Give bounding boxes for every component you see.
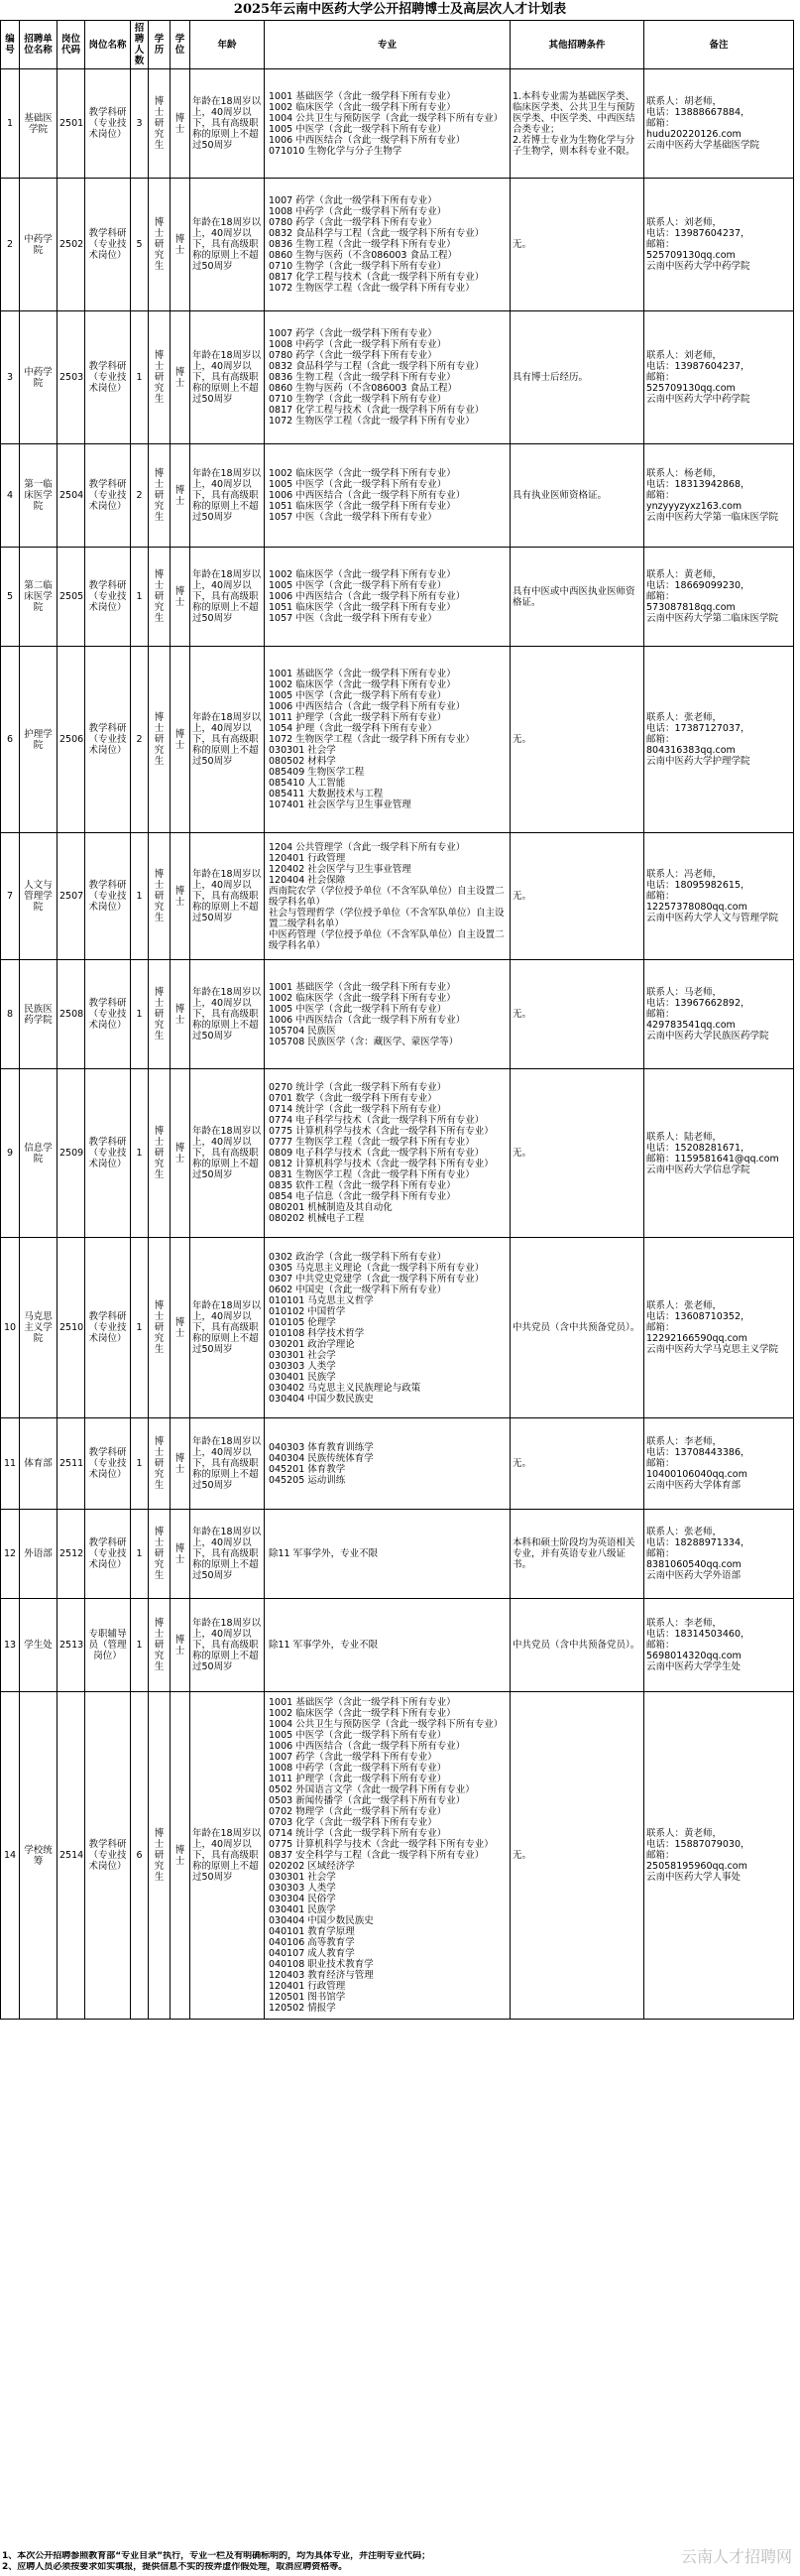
cell-no: 4: [1, 444, 20, 548]
cell-code: 2510: [57, 1238, 85, 1418]
cell-code: 2513: [57, 1599, 85, 1692]
table-row: [1, 179, 794, 311]
cell-degree: 博士: [171, 1692, 190, 2020]
cell-remark: 联系人：李老师， 电话：18314503460， 邮箱： 5698014320qq.com 云南中医药大学学生处: [644, 1599, 794, 1692]
cell-edu: 博士研究生: [149, 1238, 171, 1418]
cell-age: 年龄在18周岁以上，40周岁以下，具有高级职称的原则上不超过50周岁: [190, 833, 265, 960]
cell-other: 中共党员（含中共预备党员）。: [511, 1599, 644, 1692]
cell-code: 2507: [57, 833, 85, 960]
cell-unit: 基础医学院: [20, 69, 57, 179]
cell-post: 教学科研（专业技术岗位）: [85, 311, 131, 444]
cell-other: 1.本科专业需为基础医学类、临床医学类、公共卫生与预防医学类、中医学类、中西医结合类专业； 2.若博士专业为生物化学与分子生物学，则本科专业不限。: [511, 69, 644, 179]
cell-no: 8: [1, 960, 20, 1069]
cell-unit: 中药学院: [20, 179, 57, 311]
cell-major: 040303 体育教育训练学 040304 民族传统体育学 045201 体育教学 045205 运动训练: [265, 1418, 511, 1510]
cell-unit: 第二临床医学院: [20, 548, 57, 647]
cell-degree: 博士: [171, 179, 190, 311]
cell-major: 0302 政治学（含此一级学科下所有专业） 0305 马克思主义理论（含此一级学科下所有专业） 0307 中共党史党建学（含此一级学科下所有专业） 0602 中国史（含此一级学科下所有专业） 010101 马克思主义哲学 010102 中国哲学 010105 伦理学 010108 科学技术哲学 030201 政治学理论 030301 社会学 030303 人类学 030401 民族学 030402 马克思主义民族理论与政策 030404 中国少数民族史: [265, 1238, 511, 1418]
table-row: [1, 444, 794, 548]
table-header-row: [1, 21, 794, 69]
cell-other: 无。: [511, 1069, 644, 1238]
table-row: [1, 1692, 794, 2020]
cell-count: 1: [131, 1418, 149, 1510]
cell-unit: 中药学院: [20, 311, 57, 444]
cell-edu: 博士研究生: [149, 548, 171, 647]
cell-no: 7: [1, 833, 20, 960]
header-degree: 学位: [171, 21, 190, 69]
cell-major: 除11 军事学外，专业不限: [265, 1510, 511, 1599]
cell-other: 中共党员（含中共预备党员）。: [511, 1238, 644, 1418]
cell-count: 3: [131, 69, 149, 179]
cell-unit: 马克思主义学院: [20, 1238, 57, 1418]
table-row: [1, 960, 794, 1069]
cell-count: 2: [131, 647, 149, 833]
table-row: [1, 833, 794, 960]
cell-code: 2502: [57, 179, 85, 311]
cell-count: 1: [131, 833, 149, 960]
table-row: [1, 311, 794, 444]
cell-code: 2501: [57, 69, 85, 179]
cell-post: 教学科研（专业技术岗位）: [85, 960, 131, 1069]
cell-no: 5: [1, 548, 20, 647]
cell-code: 2508: [57, 960, 85, 1069]
cell-edu: 博士研究生: [149, 960, 171, 1069]
cell-no: 11: [1, 1418, 20, 1510]
cell-age: 年龄在18周岁以上，40周岁以下，具有高级职称的原则上不超过50周岁: [190, 311, 265, 444]
cell-count: 1: [131, 1599, 149, 1692]
cell-no: 12: [1, 1510, 20, 1599]
cell-major: 1001 基础医学（含此一级学科下所有专业） 1002 临床医学（含此一级学科下所有专业） 1005 中医学（含此一级学科下所有专业） 1006 中西医结合（含此一级学科下所有专业） 105704 民族医 105708 民族医学（含：藏医学、蒙医学等）: [265, 960, 511, 1069]
cell-no: 1: [1, 69, 20, 179]
cell-degree: 博士: [171, 960, 190, 1069]
cell-degree: 博士: [171, 1069, 190, 1238]
cell-no: 13: [1, 1599, 20, 1692]
cell-edu: 博士研究生: [149, 833, 171, 960]
cell-count: 1: [131, 960, 149, 1069]
cell-age: 年龄在18周岁以上，40周岁以下，具有高级职称的原则上不超过50周岁: [190, 179, 265, 311]
cell-remark: 联系人：黄老师， 电话：15887079030， 邮箱： 25058195960qq.com 云南中医药大学人事处: [644, 1692, 794, 2020]
cell-degree: 博士: [171, 1599, 190, 1692]
cell-age: 年龄在18周岁以上，40周岁以下，具有高级职称的原则上不超过50周岁: [190, 1510, 265, 1599]
cell-unit: 护理学院: [20, 647, 57, 833]
cell-edu: 博士研究生: [149, 444, 171, 548]
cell-edu: 博士研究生: [149, 1069, 171, 1238]
cell-major: 1002 临床医学（含此一级学科下所有专业） 1005 中医学（含此一级学科下所有专业） 1006 中西医结合（含此一级学科下所有专业） 1051 临床医学（含此一级学科下所有专业） 1057 中医（含此一级学科下所有专业）: [265, 444, 511, 548]
cell-code: 2505: [57, 548, 85, 647]
cell-major: 除11 军事学外，专业不限: [265, 1599, 511, 1692]
cell-count: 1: [131, 1510, 149, 1599]
table-row: [1, 1510, 794, 1599]
cell-degree: 博士: [171, 548, 190, 647]
cell-remark: 联系人：陆老师， 电话：15208281671， 邮箱：1159581641@qq.com 云南中医药大学信息学院: [644, 1069, 794, 1238]
cell-remark: 联系人：马老师， 电话：13967662892， 邮箱： 429783541qq.com 云南中医药大学民族医药学院: [644, 960, 794, 1069]
cell-age: 年龄在18周岁以上，40周岁以下，具有高级职称的原则上不超过50周岁: [190, 1599, 265, 1692]
cell-code: 2504: [57, 444, 85, 548]
cell-age: 年龄在18周岁以上，40周岁以下，具有高级职称的原则上不超过50周岁: [190, 548, 265, 647]
cell-post: 教学科研（专业技术岗位）: [85, 444, 131, 548]
cell-post: 教学科研（专业技术岗位）: [85, 69, 131, 179]
header-remark: 备注: [644, 21, 794, 69]
cell-unit: 学生处: [20, 1599, 57, 1692]
cell-other: 无。: [511, 1692, 644, 2020]
cell-edu: 博士研究生: [149, 1418, 171, 1510]
cell-degree: 博士: [171, 833, 190, 960]
cell-no: 3: [1, 311, 20, 444]
cell-edu: 博士研究生: [149, 1510, 171, 1599]
watermark: 云南人才招聘网: [680, 2547, 792, 2566]
cell-post: 教学科研（专业技术岗位）: [85, 1418, 131, 1510]
cell-unit: 外语部: [20, 1510, 57, 1599]
cell-major: 0270 统计学（含此一级学科下所有专业） 0701 数学（含此一级学科下所有专业） 0714 统计学（含此一级学科下所有专业） 0774 电子科学与技术（含此一级学科下所有专业） 0775 计算机科学与技术（含此一级学科下所有专业） 0777 生物医学工程（含此一级学科下所有专业） 0809 电子科学与技术（含此一级学科下所有专业） 0812 计算机科学与技术（含此一级学科下所有专业） 0831 生物医学工程（含此一级学科下所有专业） 0835 软件工程（含此一级学科下所有专业） 0854 电子信息（含此一级学科下所有专业） 080201 机械制造及其自动化 080202 机械电子工程: [265, 1069, 511, 1238]
cell-post: 教学科研（专业技术岗位）: [85, 833, 131, 960]
cell-no: 2: [1, 179, 20, 311]
cell-remark: 联系人：李老师， 电话：13708443386， 邮箱： 10400106040qq.com 云南中医药大学体育部: [644, 1418, 794, 1510]
table-row: [1, 548, 794, 647]
cell-degree: 博士: [171, 69, 190, 179]
cell-degree: 博士: [171, 1238, 190, 1418]
cell-degree: 博士: [171, 311, 190, 444]
header-post: 岗位名称: [85, 21, 131, 69]
cell-no: 9: [1, 1069, 20, 1238]
cell-code: 2506: [57, 647, 85, 833]
table-row: [1, 1418, 794, 1510]
cell-other: 无。: [511, 1418, 644, 1510]
table-row: [1, 69, 794, 179]
cell-edu: 博士研究生: [149, 69, 171, 179]
cell-edu: 博士研究生: [149, 1599, 171, 1692]
cell-other: 无。: [511, 179, 644, 311]
cell-major: 1001 基础医学（含此一级学科下所有专业） 1002 临床医学（含此一级学科下所有专业） 1004 公共卫生与预防医学（含此一级学科下所有专业） 1005 中医学（含此一级学科下所有专业） 1006 中西医结合（含此一级学科下所有专业） 071010 生物化学与分子生物学: [265, 69, 511, 179]
cell-remark: 联系人：刘老师， 电话：13987604237， 邮箱： 525709130qq.com 云南中医药大学中药学院: [644, 179, 794, 311]
cell-edu: 博士研究生: [149, 1692, 171, 2020]
cell-post: 专职辅导员（管理岗位）: [85, 1599, 131, 1692]
cell-unit: 学校统筹: [20, 1692, 57, 2020]
cell-post: 教学科研（专业技术岗位）: [85, 1510, 131, 1599]
cell-age: 年龄在18周岁以上，40周岁以下，具有高级职称的原则上不超过50周岁: [190, 960, 265, 1069]
cell-age: 年龄在18周岁以上，40周岁以下，具有高级职称的原则上不超过50周岁: [190, 69, 265, 179]
cell-other: 无。: [511, 960, 644, 1069]
header-count: 招聘人数: [131, 21, 149, 69]
cell-count: 5: [131, 179, 149, 311]
cell-remark: 联系人：刘老师， 电话：13987604237， 邮箱： 525709130qq.com 云南中医药大学中药学院: [644, 311, 794, 444]
header-other: 其他招聘条件: [511, 21, 644, 69]
cell-count: 1: [131, 311, 149, 444]
cell-remark: 联系人：冯老师， 电话：18095982615， 邮箱： 12257378080qq.com 云南中医药大学人文与管理学院: [644, 833, 794, 960]
cell-degree: 博士: [171, 647, 190, 833]
cell-other: 本科和硕士阶段均为英语相关专业，并有英语专业八级证书。: [511, 1510, 644, 1599]
cell-post: 教学科研（专业技术岗位）: [85, 1069, 131, 1238]
cell-code: 2511: [57, 1418, 85, 1510]
cell-age: 年龄在18周岁以上，40周岁以下，具有高级职称的原则上不超过50周岁: [190, 444, 265, 548]
cell-remark: 联系人：胡老师， 电话：13888667884， 邮箱： hudu20220126.com 云南中医药大学基础医学院: [644, 69, 794, 179]
cell-post: 教学科研（专业技术岗位）: [85, 647, 131, 833]
cell-remark: 联系人：张老师， 电话：13608710352， 邮箱： 12292166590qq.com 云南中医药大学马克思主义学院: [644, 1238, 794, 1418]
cell-other: 无。: [511, 833, 644, 960]
cell-unit: 信息学院: [20, 1069, 57, 1238]
cell-edu: 博士研究生: [149, 311, 171, 444]
cell-age: 年龄在18周岁以上，40周岁以下，具有高级职称的原则上不超过50周岁: [190, 1692, 265, 2020]
cell-code: 2514: [57, 1692, 85, 2020]
cell-remark: 联系人：张老师， 电话：18288971334， 邮箱： 8381060540qq.com 云南中医药大学外语部: [644, 1510, 794, 1599]
cell-count: 1: [131, 1238, 149, 1418]
cell-no: 10: [1, 1238, 20, 1418]
cell-remark: 联系人：张老师， 电话：17387127037， 邮箱： 804316383qq.com 云南中医药大学护理学院: [644, 647, 794, 833]
cell-major: 1204 公共管理学（含此一级学科下所有专业） 120401 行政管理 120402 社会医学与卫生事业管理 120404 社会保障 西南院农学（学位授予单位（不含军队单位）自主设置二级学科名单） 社会与管理哲学（学位授予单位（不含军队单位）自主设置二级学科名单） 中医药管理（学位授予单位（不含军队单位）自主设置二级学科名单）: [265, 833, 511, 960]
table-row: [1, 1069, 794, 1238]
cell-age: 年龄在18周岁以上，40周岁以下，具有高级职称的原则上不超过50周岁: [190, 1238, 265, 1418]
cell-post: 教学科研（专业技术岗位）: [85, 1692, 131, 2020]
cell-major: 1007 药学（含此一级学科下所有专业） 1008 中药学（含此一级学科下所有专业） 0780 药学（含此一级学科下所有专业） 0832 食品科学与工程（含此一级学科下所有专业） 0836 生物工程（含此一级学科下所有专业） 0860 生物与医药（不含086003 食品工程） 0710 生物学（含此一级学科下所有专业） 0817 化学工程与技术（含此一级学科下所有专业） 1072 生物医学工程（含此一级学科下所有专业）: [265, 179, 511, 311]
header-unit: 招聘单位名称: [20, 21, 57, 69]
cell-count: 1: [131, 548, 149, 647]
cell-no: 14: [1, 1692, 20, 2020]
cell-remark: 联系人：杨老师， 电话：18313942868， 邮箱： ynzyyyzyxz163.com 云南中医药大学第一临床医学院: [644, 444, 794, 548]
cell-count: 6: [131, 1692, 149, 2020]
cell-edu: 博士研究生: [149, 179, 171, 311]
header-code: 岗位代码: [57, 21, 85, 69]
cell-other: 具有博士后经历。: [511, 311, 644, 444]
footnote-2: 2、应聘人员必须按要求如实填报，提供信息不实的按弄虚作假处理，取消应聘资格等。: [2, 2562, 348, 2572]
cell-count: 2: [131, 444, 149, 548]
cell-count: 1: [131, 1069, 149, 1238]
cell-code: 2509: [57, 1069, 85, 1238]
cell-age: 年龄在18周岁以上，40周岁以下，具有高级职称的原则上不超过50周岁: [190, 1069, 265, 1238]
cell-other: 具有执业医师资格证。: [511, 444, 644, 548]
cell-remark: 联系人：黄老师， 电话：18669099230， 邮箱： 573087818qq.com 云南中医药大学第二临床医学院: [644, 548, 794, 647]
cell-degree: 博士: [171, 1510, 190, 1599]
cell-post: 教学科研（专业技术岗位）: [85, 179, 131, 311]
cell-major: 1001 基础医学（含此一级学科下所有专业） 1002 临床医学（含此一级学科下所有专业） 1004 公共卫生与预防医学（含此一级学科下所有专业） 1005 中医学（含此一级学科下所有专业） 1006 中西医结合（含此一级学科下所有专业） 1007 药学（含此一级学科下所有专业） 1008 中药学（含此一级学科下所有专业） 1011 护理学（含此一级学科下所有专业） 0502 外国语言文学（含此一级学科下所有专业） 0503 新闻传播学（含此一级学科下所有专业） 0702 物理学（含此一级学科下所有专业） 0703 化学（含此一级学科下所有专业） 0714 统计学（含此一级学科下所有专业） 0775 计算机科学与技术（含此一级学科下所有专业） 0837 安全科学与工程（含此一级学科下所有专业） 020202 区域经济学 030301 社会学 030303 人类学 030304 民俗学 030401 民族学 030404 中国少数民族史 040101 教育学原理 040106 高等教育学 040107 成人教育学 040108 职业技术教育学 120403 教育经济与管理 120401 行政管理 120501 图书馆学 120502 情报学: [265, 1692, 511, 2020]
cell-code: 2512: [57, 1510, 85, 1599]
cell-post: 教学科研（专业技术岗位）: [85, 1238, 131, 1418]
cell-major: 1002 临床医学（含此一级学科下所有专业） 1005 中医学（含此一级学科下所有专业） 1006 中西医结合（含此一级学科下所有专业） 1051 临床医学（含此一级学科下所有专业） 1057 中医（含此一级学科下所有专业）: [265, 548, 511, 647]
header-no: 编号: [1, 21, 20, 69]
page-title: 2025年云南中医药大学公开招聘博士及高层次人才计划表: [233, 2, 567, 17]
header-age: 年龄: [190, 21, 265, 69]
cell-unit: 民族医药学院: [20, 960, 57, 1069]
header-edu: 学历: [149, 21, 171, 69]
cell-major: 1001 基础医学（含此一级学科下所有专业） 1002 临床医学（含此一级学科下所有专业） 1005 中医学（含此一级学科下所有专业） 1006 中西医结合（含此一级学科下所有专业） 1011 护理学（含此一级学科下所有专业） 1054 护理（含此一级学科下所有专业） 1072 生物医学工程（含此一级学科下所有专业） 030301 社会学 080502 材料学 085409 生物医学工程 085410 人工智能 085411 大数据技术与工程 107401 社会医学与卫生事业管理: [265, 647, 511, 833]
cell-degree: 博士: [171, 444, 190, 548]
cell-edu: 博士研究生: [149, 647, 171, 833]
recruitment-table: [0, 20, 794, 2020]
cell-major: 1007 药学（含此一级学科下所有专业） 1008 中药学（含此一级学科下所有专业） 0780 药学（含此一级学科下所有专业） 0832 食品科学与工程（含此一级学科下所有专业） 0836 生物工程（含此一级学科下所有专业） 0860 生物与医药（不含086003 食品工程） 0710 生物学（含此一级学科下所有专业） 0817 化学工程与技术（含此一级学科下所有专业） 1072 生物医学工程（含此一级学科下所有专业）: [265, 311, 511, 444]
cell-other: 无。: [511, 647, 644, 833]
table-row: [1, 1238, 794, 1418]
footnotes: [2, 2551, 795, 2573]
footnote-1: 1、本次公开招聘参照教育部“专业目录”执行，专业一栏及有明确标明的，均为具体专业，并注明专业代码；: [2, 2551, 431, 2561]
cell-unit: 体育部: [20, 1418, 57, 1510]
cell-code: 2503: [57, 311, 85, 444]
cell-post: 教学科研（专业技术岗位）: [85, 548, 131, 647]
header-major: 专业: [265, 21, 511, 69]
cell-degree: 博士: [171, 1418, 190, 1510]
cell-unit: 第一临床医学院: [20, 444, 57, 548]
cell-age: 年龄在18周岁以上，40周岁以下，具有高级职称的原则上不超过50周岁: [190, 647, 265, 833]
cell-other: 具有中医或中西医执业医师资格证。: [511, 548, 644, 647]
table-row: [1, 647, 794, 833]
cell-unit: 人文与管理学院: [20, 833, 57, 960]
cell-age: 年龄在18周岁以上，40周岁以下，具有高级职称的原则上不超过50周岁: [190, 1418, 265, 1510]
cell-no: 6: [1, 647, 20, 833]
table-row: [1, 1599, 794, 1692]
